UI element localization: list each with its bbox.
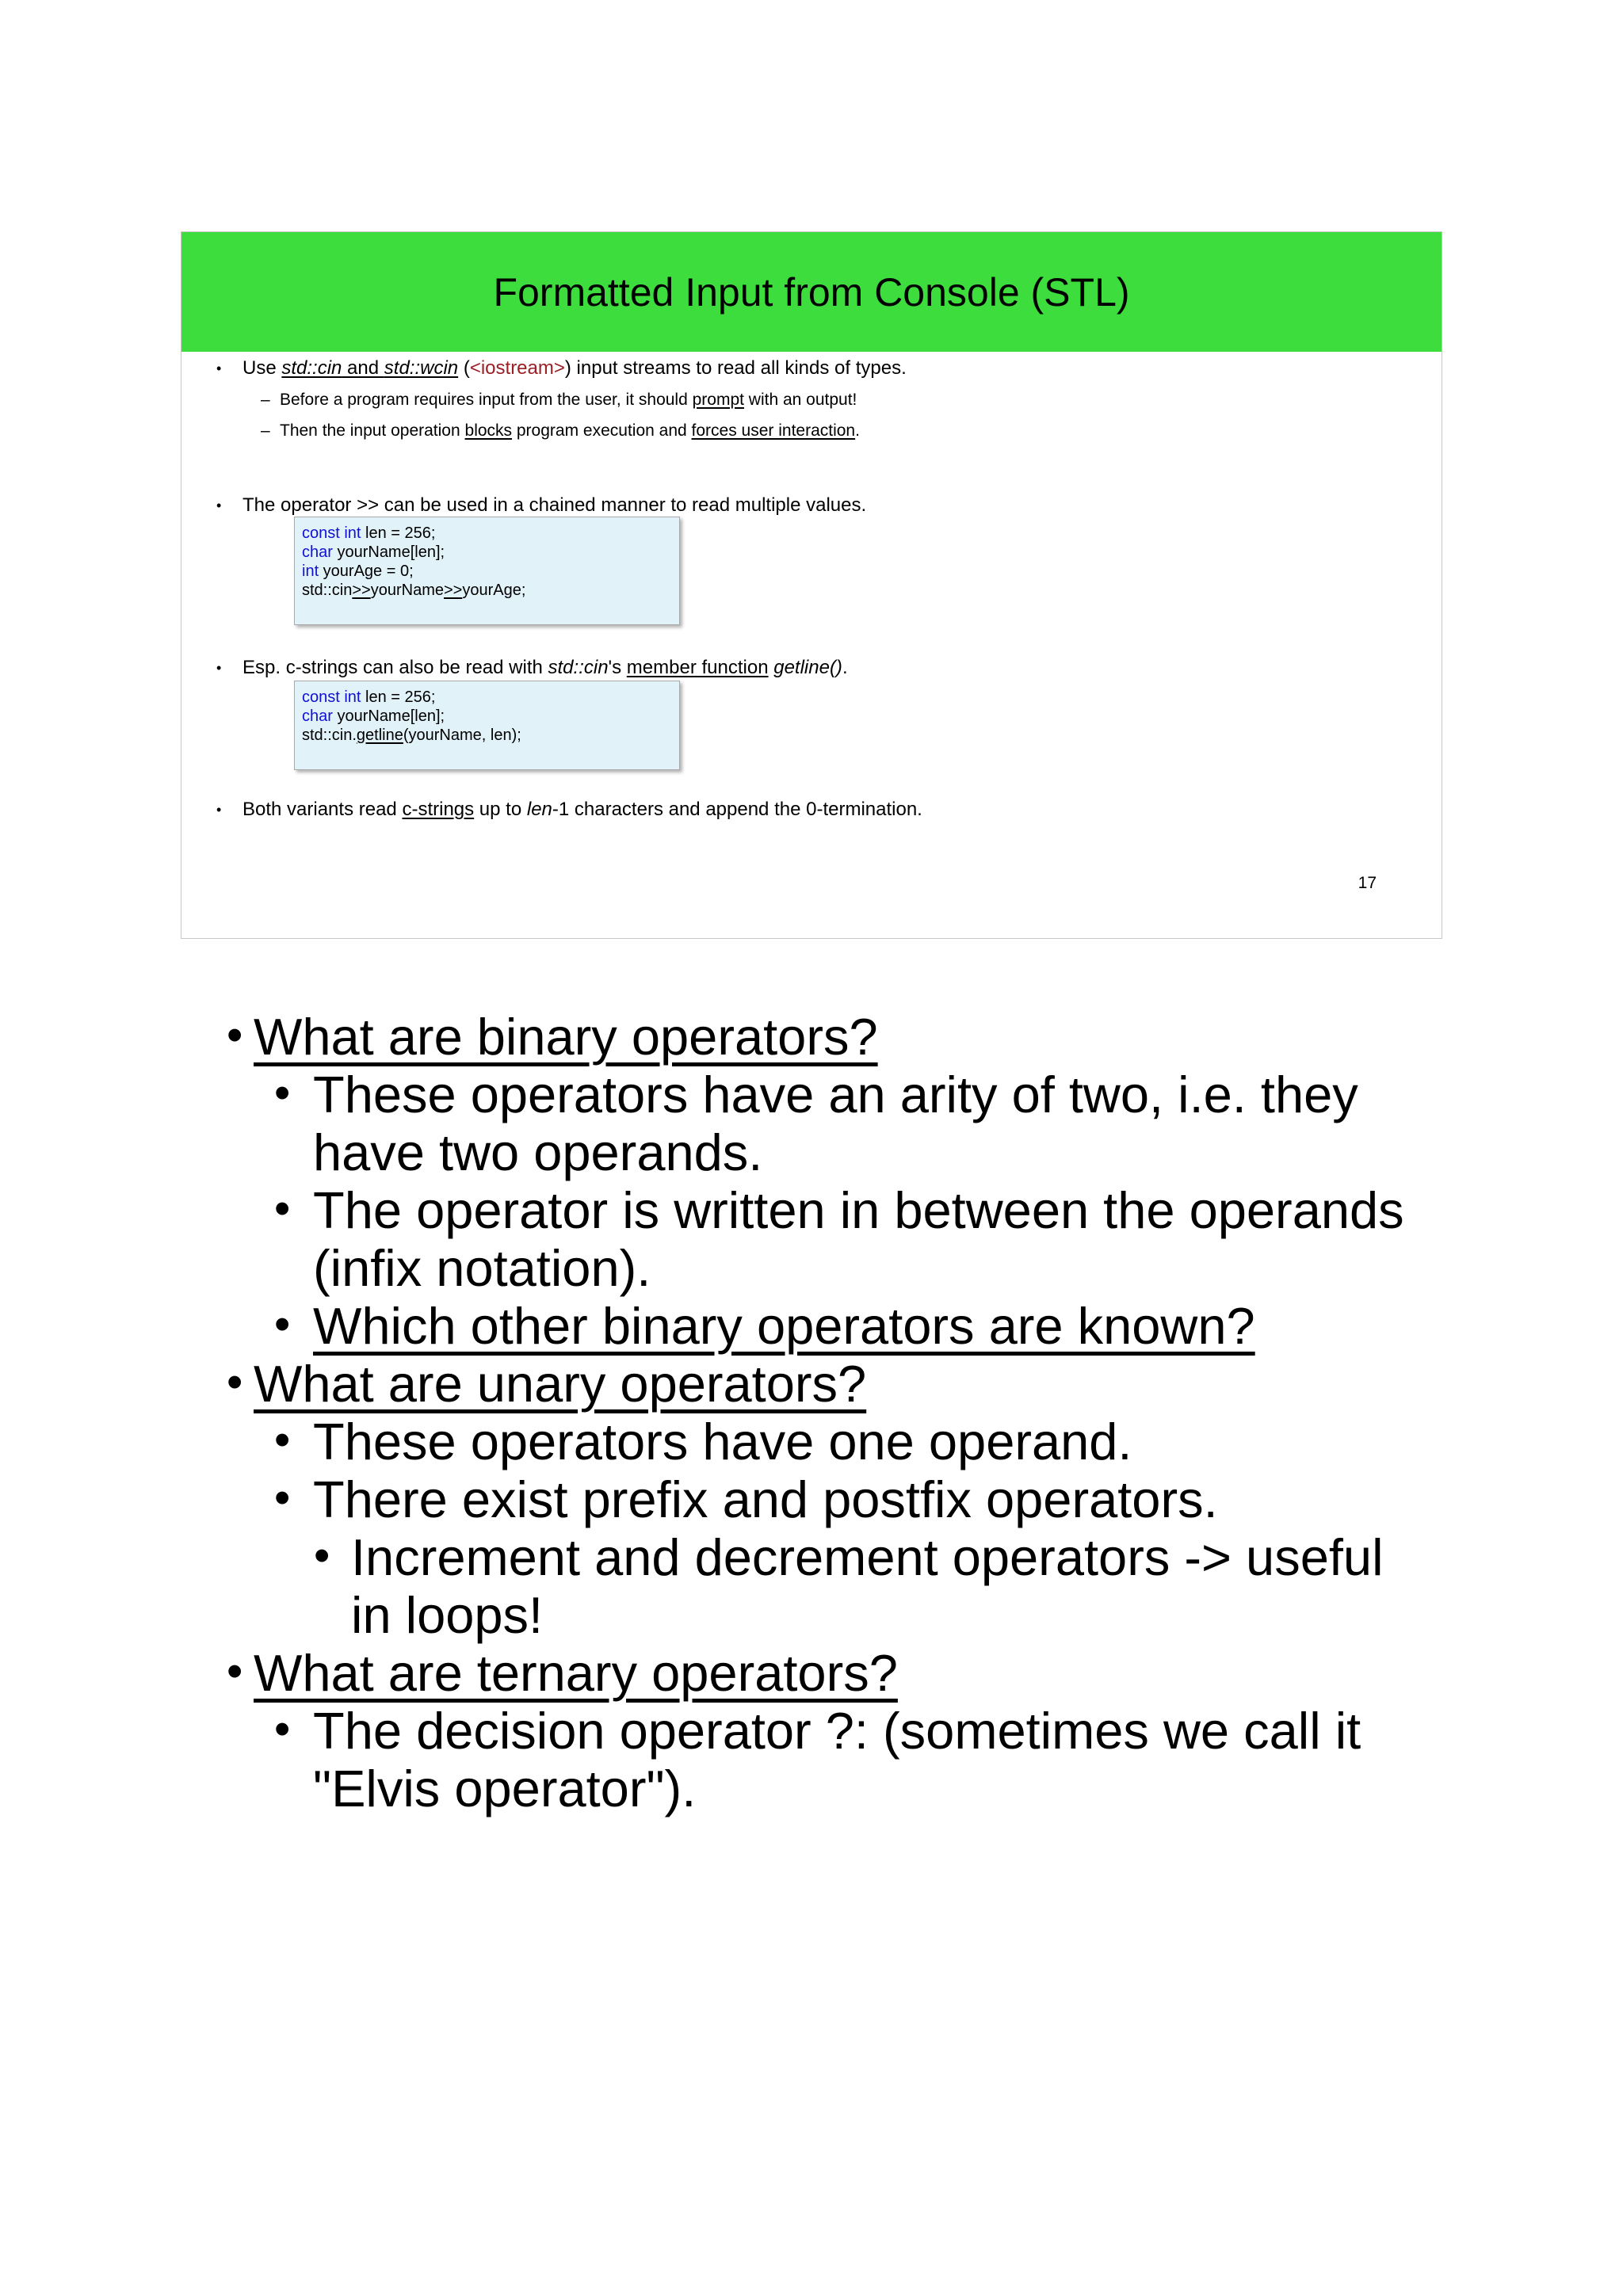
text-run: ) input streams to read all kinds of types. (564, 357, 907, 379)
note-text: What are ternary operators? (254, 1644, 898, 1702)
text-run: The operator >> can be used in a chained manner to read multiple values. (242, 494, 867, 516)
bullet-marker: • (274, 1067, 291, 1119)
note-line (0, 1066, 1623, 1123)
text-run: . (855, 421, 860, 440)
note-text: There exist prefix and postfix operators. (313, 1470, 1218, 1528)
text-run: <iostream> (469, 357, 565, 379)
text-run: -1 characters and append the 0-termination. (552, 799, 922, 820)
slide-bullet-item (181, 494, 1442, 516)
note-line (0, 1181, 1623, 1239)
text-run: yourAge = 0; (319, 563, 414, 580)
bullet-marker: • (274, 1414, 291, 1466)
text-run: len = 256; (361, 524, 436, 542)
slide-body (181, 352, 1442, 820)
text-run: blocks (464, 421, 513, 440)
text-run: getline() (773, 657, 842, 678)
note-line (0, 1239, 1623, 1297)
note-line (0, 1760, 1623, 1817)
text-run: ( (458, 357, 470, 379)
text-run: Esp. c-strings can also be read with (242, 657, 548, 678)
bullet-marker: • (227, 1356, 243, 1408)
bullet-marker: • (216, 802, 222, 818)
notes-bullet-list (0, 1008, 1623, 1817)
code-block (294, 681, 680, 770)
bullet-marker: • (216, 660, 222, 676)
note-text: These operators have one operand. (313, 1413, 1132, 1470)
note-text: The decision operator ?: (sometimes we call it (313, 1702, 1361, 1760)
slide-bullet-item (181, 657, 1442, 678)
text-run: . (842, 657, 848, 678)
text-run: Before a program requires input from the user, it should (280, 391, 693, 409)
text-run: std::cin (548, 657, 609, 678)
text-run: char (302, 707, 333, 725)
slide-bullet-item (181, 357, 1442, 379)
text-run: prompt (692, 391, 744, 409)
text-run: const int (302, 524, 361, 542)
text-run: const int (302, 688, 361, 706)
bullet-marker: • (227, 1646, 243, 1697)
note-text: have two operands. (313, 1123, 763, 1181)
text-run: char (302, 543, 333, 561)
slide-bullet-item (181, 799, 1442, 820)
text-run: std::cin (281, 357, 342, 379)
text-run: >> (443, 582, 463, 599)
note-line (0, 1008, 1623, 1066)
note-text: What are unary operators? (254, 1355, 867, 1413)
text-run: (yourName, len); (403, 727, 521, 744)
bullet-marker: • (314, 1530, 330, 1581)
note-text: Increment and decrement operators -> useful (351, 1528, 1384, 1586)
text-run: member function (626, 657, 769, 678)
note-line (0, 1644, 1623, 1702)
embedded-slide (181, 231, 1442, 939)
code-block (294, 517, 680, 625)
code-line (302, 543, 673, 562)
text-run: and (342, 357, 384, 379)
text-run: >> (352, 582, 371, 599)
note-line (0, 1586, 1623, 1644)
text-run: yourAge; (462, 582, 526, 599)
text-run: yourName[len]; (332, 543, 445, 561)
note-text: These operators have an arity of two, i.e. they (313, 1066, 1358, 1123)
text-run: std::cin (302, 582, 353, 599)
text-run: yourName (370, 582, 444, 599)
text-run: forces user interaction (691, 421, 856, 440)
bullet-marker: – (261, 391, 270, 409)
text-run: with an output! (743, 391, 857, 409)
text-run: std::cin. (302, 727, 357, 744)
text-run: up to (474, 799, 527, 820)
note-line (0, 1528, 1623, 1586)
slide-title: Formatted Input from Console (STL) (493, 269, 1130, 315)
note-text: "Elvis operator"). (313, 1760, 697, 1817)
note-text: (infix notation). (313, 1239, 651, 1297)
slide-sub-bullet-item (181, 390, 1442, 410)
text-run: len (526, 799, 552, 820)
bullet-marker: • (274, 1299, 291, 1350)
note-line (0, 1355, 1623, 1413)
code-line (302, 688, 673, 707)
text-run: yourName[len]; (332, 707, 445, 725)
bullet-marker: • (274, 1472, 291, 1524)
text-run: Then the input operation (280, 421, 465, 440)
slide-page-number: 17 (1358, 874, 1377, 892)
note-text: in loops! (351, 1586, 544, 1644)
text-run: std::wcin (384, 357, 459, 379)
text-run: Both variants read (242, 799, 403, 820)
slide-header (181, 232, 1442, 352)
note-line (0, 1123, 1623, 1181)
bullet-marker: • (227, 1009, 243, 1061)
bullet-marker: • (216, 498, 222, 513)
bullet-marker: • (274, 1183, 291, 1234)
text-run: 's (608, 657, 627, 678)
text-run: int (302, 563, 319, 580)
bullet-marker: • (216, 360, 222, 376)
note-line (0, 1413, 1623, 1470)
note-line (0, 1297, 1623, 1355)
text-run: getline (356, 727, 403, 744)
note-text: The operator is written in between the operands (313, 1181, 1404, 1239)
note-line (0, 1470, 1623, 1528)
code-line (302, 524, 673, 543)
note-text: What are binary operators? (254, 1008, 878, 1066)
text-run: c-strings (402, 799, 475, 820)
code-line (302, 726, 673, 745)
text-run: len = 256; (361, 688, 436, 706)
note-text: Which other binary operators are known? (313, 1297, 1255, 1355)
text-run: program execution and (512, 421, 692, 440)
slide-sub-bullet-item (181, 421, 1442, 441)
note-line (0, 1702, 1623, 1760)
bullet-marker: • (274, 1703, 291, 1755)
code-line (302, 581, 673, 600)
code-line (302, 707, 673, 726)
text-run: Use (242, 357, 282, 379)
code-line (302, 562, 673, 581)
bullet-marker: – (261, 421, 270, 440)
